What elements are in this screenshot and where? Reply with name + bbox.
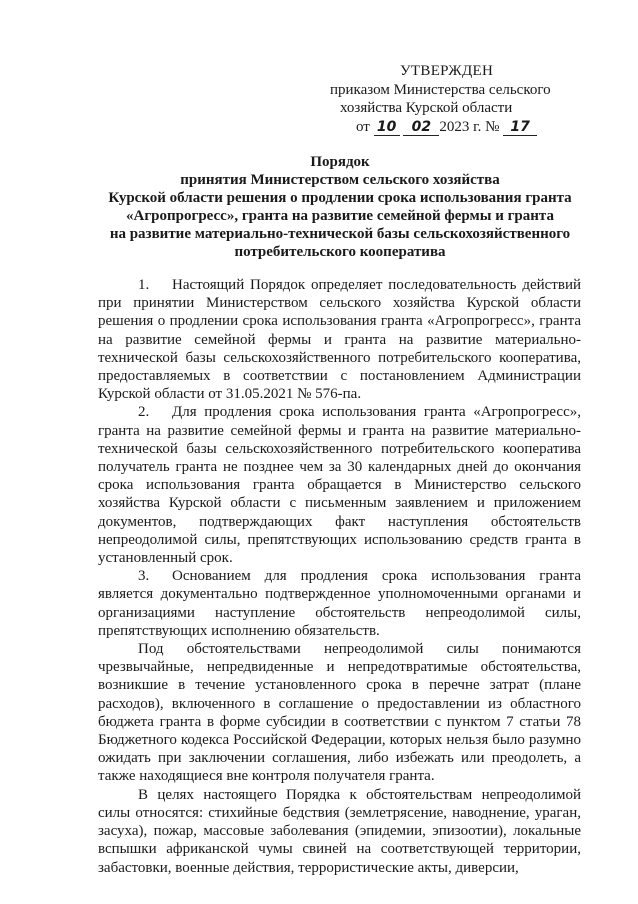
handwritten-month: 02: [403, 119, 439, 136]
heading-line: на развитие материально-технической базы сельскохозяйственного: [109, 226, 571, 242]
paragraph-1: [98, 276, 581, 403]
paragraph-4: Под обстоятельствами непреодолимой силы понимаются чрезвычайные, непредвиденные и непредотвратимые обстоятельства, возникшие в течение установленного срока в перечне затрат (плане расходов), включенного в соглашение о предоставлении из областного бюджета гранта в форме субсидии в соответствии с пунктом 7 статьи 78 Бюджетного кодекса Российской Федерации, которых нельзя было разумно ожидать при заключении соглашения, либо избежать или преодолеть, а также находящиеся вне контроля получателя гранта.: [98, 641, 581, 785]
paragraph-3: [98, 567, 581, 640]
document-body: [98, 276, 581, 877]
date-suffix: 2023 г. №: [439, 118, 500, 135]
date-prefix: от: [356, 118, 370, 135]
approval-block: [330, 62, 580, 136]
paragraph-2: [98, 403, 581, 567]
document-heading: [80, 153, 600, 261]
approval-line: хозяйства Курской области: [340, 100, 513, 116]
approval-line: приказом Министерства сельского: [330, 81, 551, 98]
item-number: 2.: [138, 404, 150, 421]
paragraph-text: Для продления срока использования гранта «Агропрогресс», гранта на развитие семейной фермы и гранта на развитие материально-технической базы сельскохозяйственного потребительского кооператива получатель гранта не позднее чем за 30 календарных дней до окончания срока использования гранта обращается в Министерство сельского хозяйства Курской области с письменным заявлением и приложением документов, подтверждающих факт наступления обстоятельств непреодолимой силы, препятствующих использованию средств гранта в установленный срок.: [98, 404, 581, 567]
item-number: 1.: [138, 277, 150, 293]
paragraph-text: Настоящий Порядок определяет последовательность действий при принятии Министерством сельского хозяйства Курской области решения о продлении срока использования гранта «Агропрогресс», гранта на развитие семейной фермы и гранта на развитие материально-технической базы сельскохозяйственного потребительского кооператива, предоставляемых в соответствии с постановлением Администрации Курской области от 31.05.2021 № 576-па.: [98, 277, 581, 403]
handwritten-number: 17: [503, 119, 537, 136]
heading-line: Порядок: [310, 154, 370, 170]
approval-title: УТВЕРЖДЕН: [400, 63, 494, 79]
heading-line: «Агропрогресс», гранта на развитие семейной фермы и гранта: [126, 208, 554, 224]
paragraph-text: Основанием для продления срока использования гранта является документально подтвержденное уполномоченными органами и организациями наступление обстоятельств непреодолимой силы, препятствующих исполнению обязательств.: [98, 568, 581, 639]
heading-line: потребительского кооператива: [234, 244, 446, 260]
heading-line: Курской области решения о продлении срока использования гранта: [108, 190, 572, 206]
handwritten-day: 10: [374, 119, 400, 136]
paragraph-5: В целях настоящего Порядка к обстоятельствам непреодолимой силы относятся: стихийные бедствия (землетрясение, наводнение, ураган, засуха), пожар, массовые заболевания (эпидемии, эпизоотии), локальные вспышки африканской чумы свиней на соответствующей территории, забастовки, военные действия, террористические акты, диверсии,: [98, 786, 581, 876]
item-number: 3.: [138, 568, 150, 585]
heading-line: принятия Министерством сельского хозяйства: [180, 172, 500, 188]
approval-date-line: [330, 118, 580, 137]
